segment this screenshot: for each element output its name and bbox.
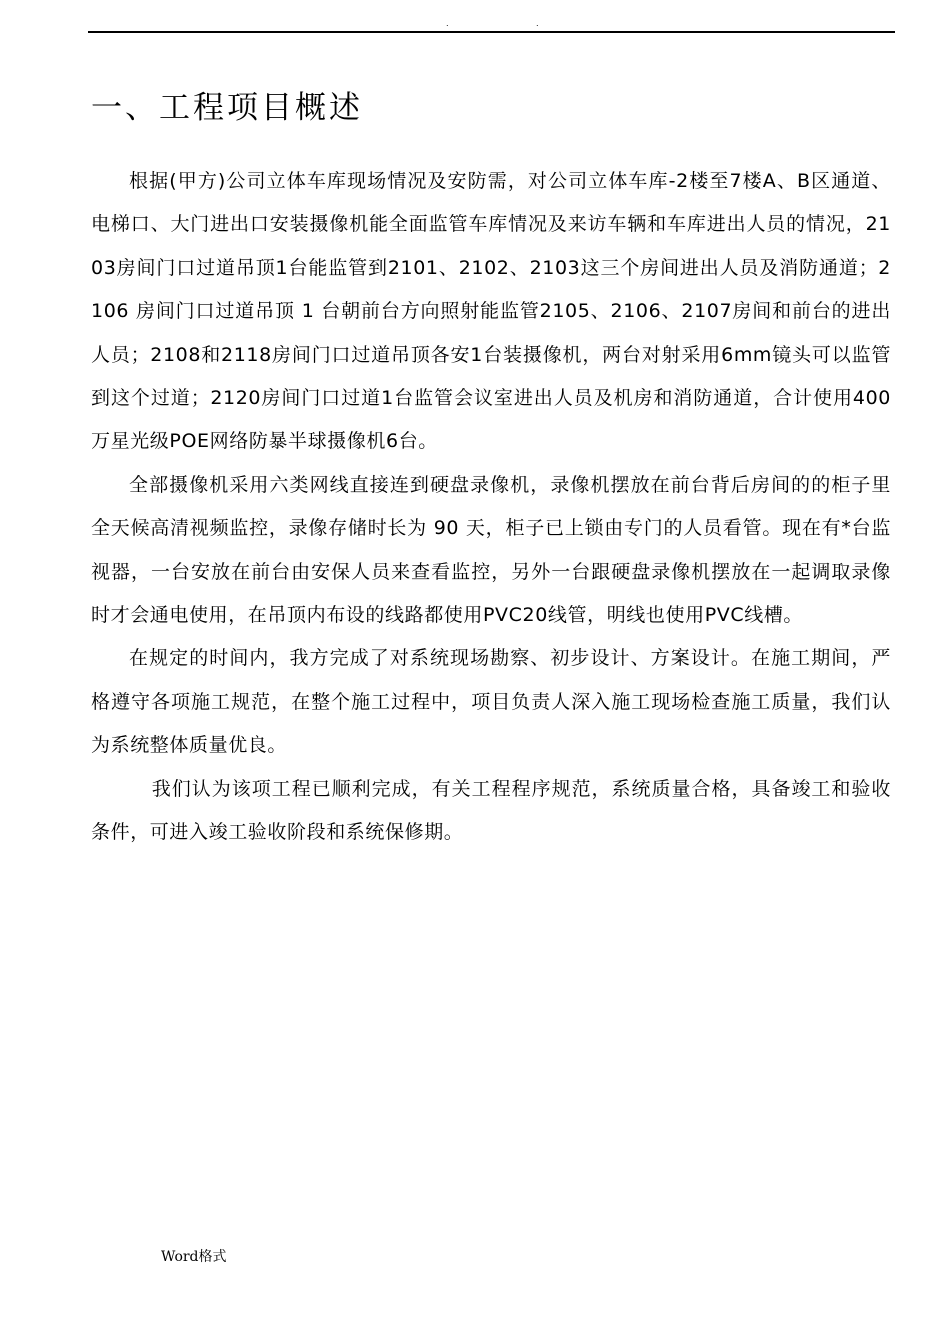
paragraph-cameras: 全部摄像机采用六类网线直接连到硬盘录像机，录像机摆放在前台背后房间的的柜子里全天候高清视频监控，录像存储时长为 90 天，柜子已上锁由专门的人员看管。现在有*台监视器，一台安放在前台由安保人员来查看监控，另外一台跟硬盘录像机摆放在一起调取录像时才会通电使用，在吊顶内布设的线路都使用PVC20线管，明线也使用PVC线槽。: [91, 473, 891, 627]
header-dot-left: .: [446, 19, 449, 28]
paragraph-overview: 根据(甲方)公司立体车库现场情况及安防需，对公司立体车库-2楼至7楼A、B区通道、电梯口、大门进出口安装摄像机能全面监管车库情况及来访车辆和车库进出人员的情况，2103房间门口过道吊顶1台能监管到2101、2102、2103这三个房间进出人员及消防通道；2106 房间门口过道吊顶 1 台朝前台方向照射能监管2105、2106、2107房间和前台的进出人员；2108和2118房间门口过道吊顶各安1台装摄像机，两台对射采用6mm镜头可以监管到这个过道；2120房间门口过道1台监管会议室进出人员及机房和消防通道，合计使用400万星光级POE网络防暴半球摄像机6台。: [91, 170, 891, 453]
paragraph-schedule: 在规定的时间内，我方完成了对系统现场勘察、初步设计、方案设计。在施工期间，严格遵守各项施工规范，在整个施工过程中，项目负责人深入施工现场检查施工质量，我们认为系统整体质量优良。: [91, 647, 891, 757]
paragraph-conclusion: 我们认为该项工程已顺利完成，有关工程程序规范，系统质量合格，具备竣工和验收条件，可进入竣工验收阶段和系统保修期。: [91, 777, 891, 844]
page-footer: Word格式: [161, 1249, 227, 1265]
section-title: 一、工程项目概述: [91, 90, 363, 126]
header-rule: [88, 31, 895, 33]
body-text: [91, 160, 891, 855]
header-dot-right: .: [536, 19, 539, 28]
header-marks: [0, 20, 950, 30]
